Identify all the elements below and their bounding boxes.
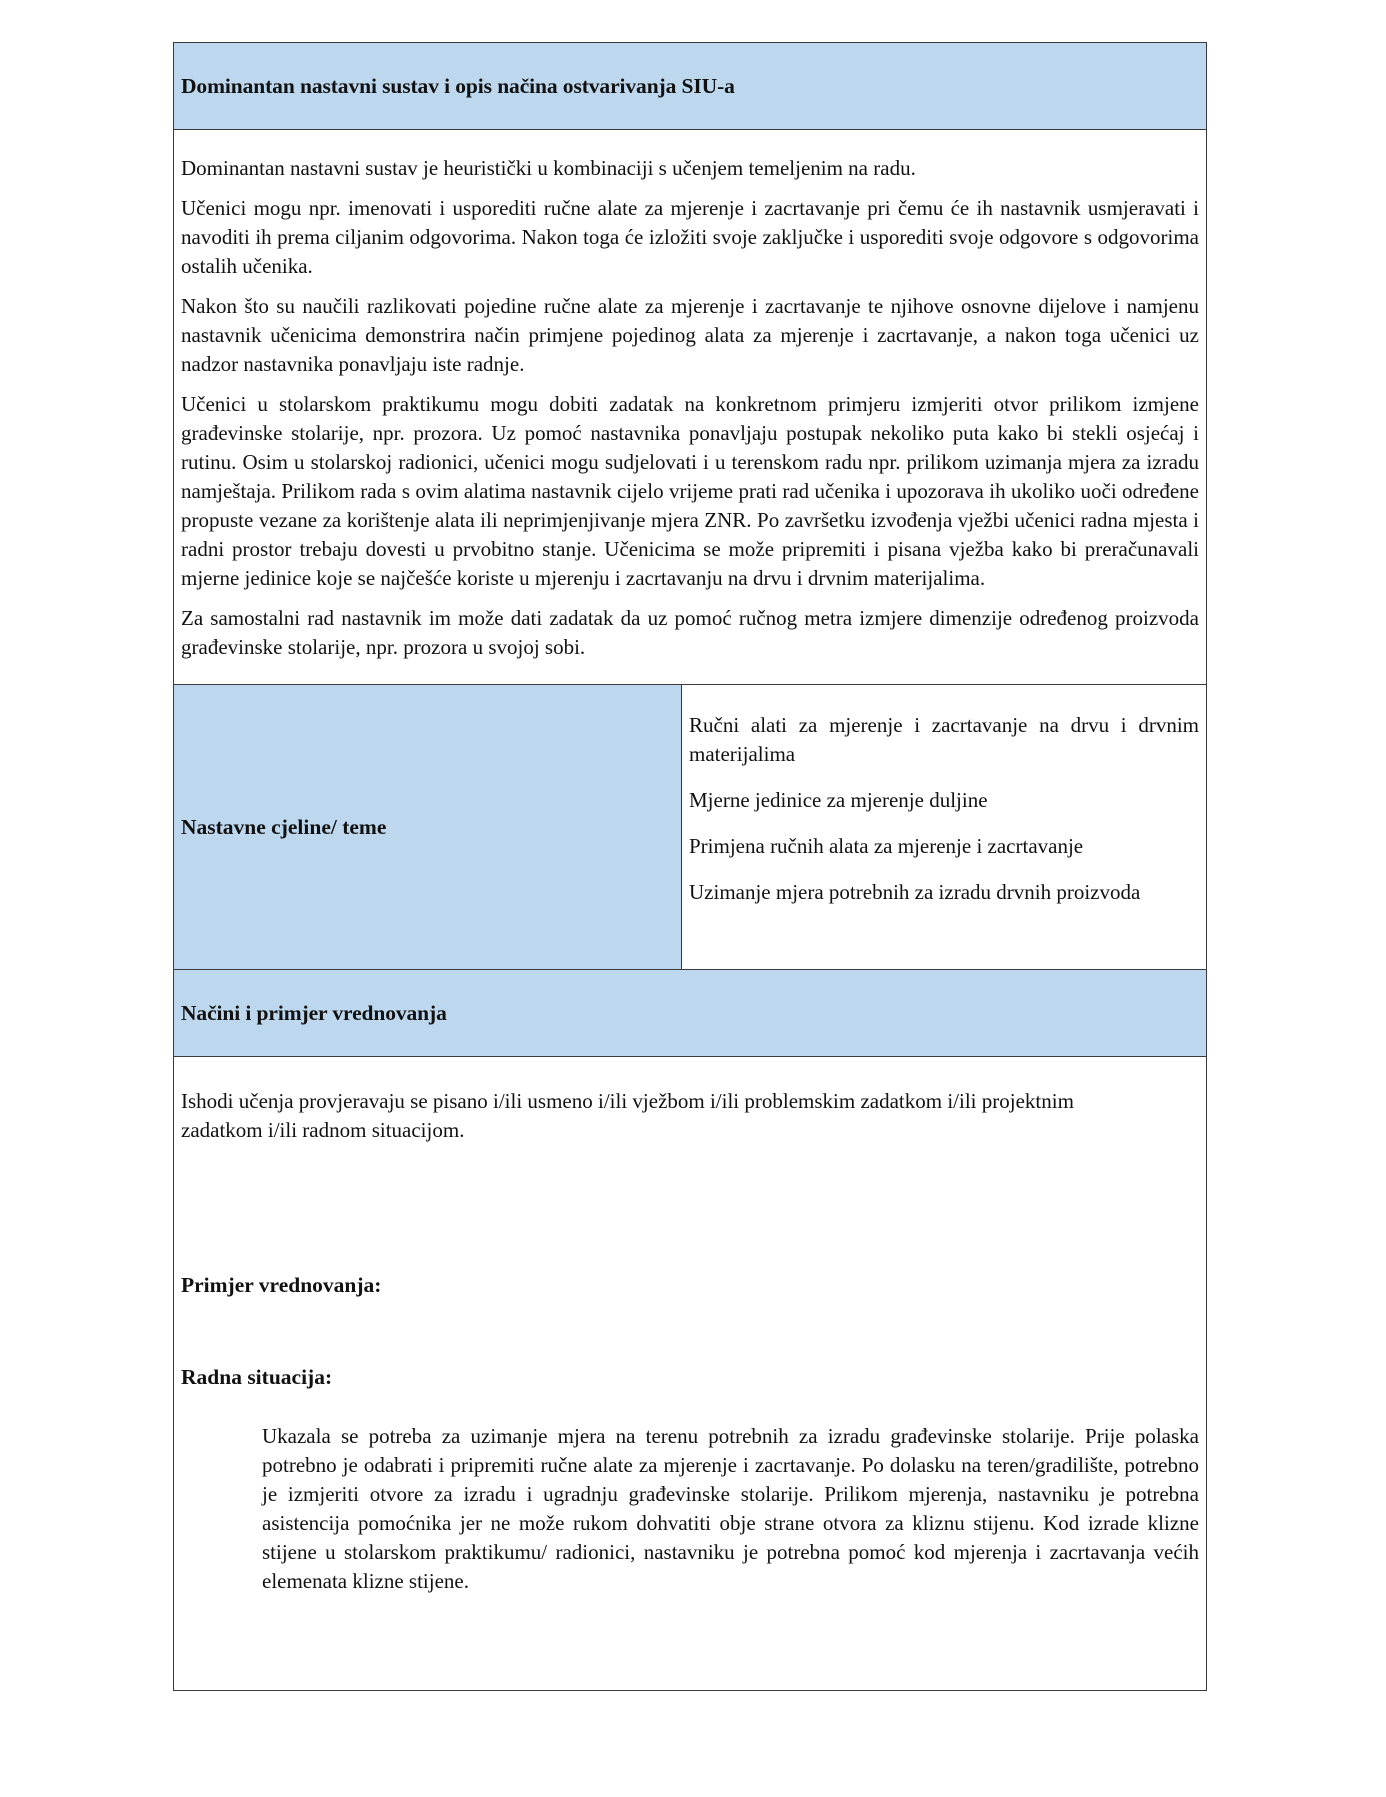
teaching-system-description	[174, 130, 1206, 685]
paragraph: Nakon što su naučili razlikovati pojedine ručne alate za mjerenje i zacrtavanje te njihove osnovne dijelove i namjenu nastavnik učenicima demonstrira način primjene pojedinog alata za mjerenje i zacrtavanje, a nakon toga učenici uz nadzor nastavnika ponavljaju iste radnje.	[181, 294, 1199, 376]
work-situation-heading: Radna situacija:	[181, 1365, 333, 1389]
topic-item: Mjerne jedinice za mjerenje duljine	[689, 788, 988, 812]
section-header-teaching-system	[174, 43, 1206, 130]
evaluation-intro: Ishodi učenja provjeravaju se pisano i/ili usmeno i/ili vježbom i/ili problemskim zadatkom i/ili projektnim zadatkom i/ili radnom situacijom.	[181, 1089, 1074, 1142]
topic-item: Ručni alati za mjerenje i zacrtavanje na drvu i drvnim materijalima	[689, 713, 1199, 766]
example-heading: Primjer vrednovanja:	[181, 1273, 382, 1297]
topic-item: Primjena ručnih alata za mjerenje i zacrtavanje	[689, 834, 1084, 858]
paragraph: Dominantan nastavni sustav je heuristički u kombinaciji s učenjem temeljenim na radu.	[181, 156, 916, 180]
teaching-units-label: Nastavne cjeline/ teme	[181, 814, 387, 839]
work-situation-text: Ukazala se potreba za uzimanje mjera na terenu potrebnih za izradu građevinske stolarije. Prije polaska potrebno je odabrati i pripremiti ručne alate za mjerenje i zacrtavanje. Po dolasku na teren/gradilište, potrebno je izmjeriti otvore za izradu i ugradnju građevinske stolarije. Prilikom mjerenja, nastavniku je potrebna asistencija pomoćnika jer ne može rukom dohvatiti obje strane otvora za kliznu stijenu. Kod izrade klizne stijene u stolarskom praktikumu/ radionici, nastavniku je potrebna pomoć kod mjerenja i zacrtavanja većih elemenata klizne stijene.	[262, 1424, 1199, 1593]
teaching-units-row	[174, 685, 1206, 970]
topic-item: Uzimanje mjera potrebnih za izradu drvnih proizvoda	[689, 880, 1141, 904]
paragraph: Za samostalni rad nastavnik im može dati zadatak da uz pomoć ručnog metra izmjere dimenzije određenog proizvoda građevinske stolarije, npr. prozora u svojoj sobi.	[181, 606, 1199, 659]
section-title: Načini i primjer vrednovanja	[181, 1000, 447, 1025]
evaluation-content	[174, 1057, 1206, 1690]
paragraph: Učenici mogu npr. imenovati i usporediti ručne alate za mjerenje i zacrtavanje pri čemu će ih nastavnik usmjeravati i navoditi ih prema ciljanim odgovorima. Nakon toga će izložiti svoje zaključke i usporediti svoje odgovore s odgovorima ostalih učenika.	[181, 196, 1199, 278]
curriculum-table	[173, 42, 1207, 1691]
section-header-evaluation	[174, 970, 1206, 1057]
teaching-units-list	[682, 685, 1206, 969]
section-title: Dominantan nastavni sustav i opis načina ostvarivanja SIU-a	[181, 73, 735, 98]
teaching-units-label-cell	[174, 685, 682, 969]
paragraph: Učenici u stolarskom praktikumu mogu dobiti zadatak na konkretnom primjeru izmjeriti otvor prilikom izmjene građevinske stolarije, npr. prozora. Uz pomoć nastavnika ponavljaju postupak nekoliko puta kako bi stekli osjećaj i rutinu. Osim u stolarskoj radionici, učenici mogu sudjelovati i u terenskom radu npr. prilikom uzimanja mjera za izradu namještaja. Prilikom rada s ovim alatima nastavnik cijelo vrijeme prati rad učenika i upozorava ih ukoliko uoči određene propuste vezane za korištenje alata ili neprimjenjivanje mjera ZNR. Po završetku izvođenja vježbi učenici radna mjesta i radni prostor trebaju dovesti u prvobitno stanje. Učenicima se može pripremiti i pisana vježba kako bi preračunavali mjerne jedinice koje se najčešće koriste u mjerenju i zacrtavanju na drvu i drvnim materijalima.	[181, 392, 1199, 590]
